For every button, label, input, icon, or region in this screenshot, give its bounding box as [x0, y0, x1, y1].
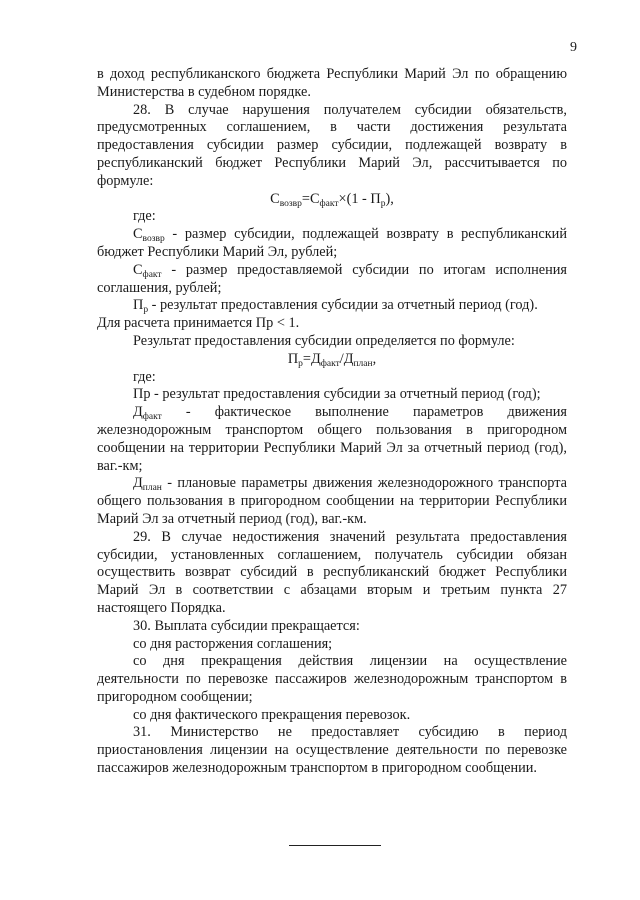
page-number: 9	[570, 40, 577, 55]
result-formula-intro: Результат предоставления субсидии определяется по формуле:	[133, 332, 515, 349]
formula-subscript: факт	[320, 358, 340, 369]
formula-result	[97, 351, 567, 369]
formula-part: /Д	[339, 350, 354, 367]
definition-symbol: Д	[133, 404, 143, 421]
formula-subscript: план	[353, 358, 373, 369]
definition-text: - результат предоставления субсидии за отчетный период (год).	[148, 297, 538, 314]
definition-c-vozvr	[97, 226, 567, 262]
formula-subscript: возвр	[279, 198, 302, 209]
definition-subscript: возвр	[142, 234, 165, 245]
document-body	[97, 66, 567, 778]
formula-subscript: факт	[319, 198, 339, 209]
definition-c-fakt	[97, 262, 567, 298]
definition-text: - размер субсидии, подлежащей возврату в республиканский бюджет Республики Марий Эл, рублей;	[97, 226, 567, 260]
end-divider	[289, 845, 381, 846]
definition-symbol: Д	[133, 475, 143, 492]
definition-subscript: факт	[142, 412, 162, 423]
definition-d-plan	[97, 475, 567, 528]
definition-symbol: П	[133, 297, 144, 314]
definition-p-r	[97, 297, 567, 315]
formula-refund	[97, 191, 567, 209]
definition-symbol: C	[133, 226, 143, 243]
paragraph-28: 28. В случае нарушения получателем субсидии обязательств, предусмотренных соглашением, в части достижения результата предоставления субсидии размер субсидии, подлежащей возврату в республиканский бюджет Республики Марий Эл, рассчитывается по формуле:	[97, 101, 567, 189]
definition-d-fakt	[97, 404, 567, 475]
formula-part: ,	[372, 350, 377, 367]
paragraph-30: 30. Выплата субсидии прекращается:	[133, 617, 360, 634]
paragraph-30-item: со дня расторжения соглашения;	[133, 635, 333, 652]
paragraph-29: 29. В случае недостижения значений результата предоставления субсидии, установленных соглашением, получатель субсидии обязан осуществить возврат субсидий в республиканский бюджет Республики Марий Эл в соответствии с абзацами вторым и третьим пункта 27 настоящего Порядка.	[97, 528, 567, 616]
paragraph-30-item: со дня фактического прекращения перевозок.	[133, 706, 411, 723]
paragraph-continuation: в доход республиканского бюджета Республики Марий Эл по обращению Министерства в судебном порядке.	[97, 66, 567, 100]
definition-symbol: C	[133, 261, 143, 278]
formula-part: ),	[385, 190, 394, 207]
formula-part: ×(1 - П	[338, 190, 381, 207]
definition-subscript: р	[143, 305, 149, 316]
where-label: где:	[133, 368, 156, 385]
definition-subscript: факт	[142, 269, 162, 280]
formula-symbol: C	[270, 190, 280, 207]
formula-part: =C	[301, 190, 320, 207]
definition-text: - плановые параметры движения железнодорожного транспорта общего пользования в пригородном сообщении на территории Республики Марий Эл за отчетный период (год), ваг.-км.	[97, 475, 567, 527]
definition-pr: Пр - результат предоставления субсидии за отчетный период (год);	[133, 386, 541, 403]
formula-part: =Д	[302, 350, 321, 367]
formula-subscript: р	[380, 198, 386, 209]
paragraph-31: 31. Министерство не предоставляет субсидию в период приостановления лицензии на осуществление деятельности по перевозке пассажиров железнодорожным транспортом в пригородном сообщении.	[97, 724, 567, 777]
definition-subscript: план	[142, 483, 162, 494]
paragraph-30-item: со дня прекращения действия лицензии на осуществление деятельности по перевозке пассажиров железнодорожным транспортом в пригородном сообщении;	[97, 653, 567, 705]
formula-symbol: П	[287, 350, 299, 367]
definition-p-r-note: Для расчета принимается Пр < 1.	[97, 315, 300, 332]
where-label: где:	[133, 208, 156, 225]
definition-text: - размер предоставляемой субсидии по итогам исполнения соглашения, рублей;	[97, 261, 567, 296]
definition-text: - фактическое выполнение параметров движения железнодорожным транспортом общего пользования в пригородном сообщении на территории Республики Марий Эл за отчетный период (год), ваг.-км;	[97, 404, 567, 474]
formula-subscript: р	[298, 358, 303, 369]
